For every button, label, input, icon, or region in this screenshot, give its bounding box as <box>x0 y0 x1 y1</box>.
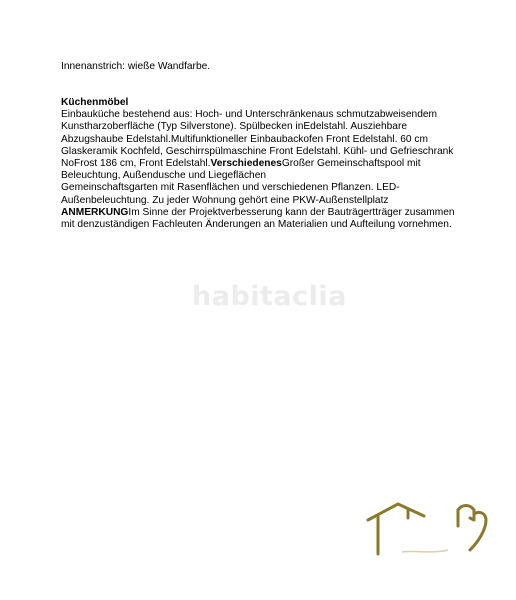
section-heading: Küchenmöbel <box>61 97 129 108</box>
nofrost-text: NoFrost 186 cm, Front Edelstahl. <box>61 158 211 170</box>
text-line: Kunstharzoberfläche (Typ Silverstone). Spülbecken inEdelstahl. Ausziehbare <box>61 121 408 133</box>
text-line: Gemeinschaftsgarten mit Rasenflächen und verschiedenen Pflanzen. LED- <box>61 182 400 194</box>
note-text: Im Sinne der Projektverbesserung kann der Bauträgertträger zusammen <box>128 206 455 218</box>
text-line: Außenbeleuchtung. Zu jeder Wohnung gehört eine PKW-Außenstellplatz <box>61 194 389 206</box>
text-line <box>61 158 471 170</box>
text-line <box>61 207 471 219</box>
text-line: Einbauküche bestehend aus: Hoch- und Unterschränkenaus schmutzabweisendem <box>61 109 438 121</box>
text-line: mit denzuständigen Fachleuten Änderungen an Materialien und Aufteilung vornehmen. <box>61 219 452 231</box>
watermark: habitaclia <box>192 281 347 312</box>
intro-line: Innenanstrich: wieße Wandfarbe. <box>61 61 211 72</box>
text-line: Abzugshaube Edelstahl.Multifunktioneller Einbaubackofen Front Edelstahl. 60 cm <box>61 133 428 145</box>
text-line: Beleuchtung, Außendusche und Liegeflächen <box>61 170 267 182</box>
misc-text: Großer Gemeinschaftspool mit <box>281 158 421 170</box>
note-label: ANMERKUNG <box>61 206 129 218</box>
text-line: Glaskeramik Kochfeld, Geschirrspülmaschine Front Edelstahl. Kühl- und Gefrieschrank <box>61 145 454 157</box>
house-logo-icon <box>362 496 502 568</box>
misc-label: Verschiedenes <box>210 158 282 170</box>
kitchen-section <box>61 97 471 231</box>
